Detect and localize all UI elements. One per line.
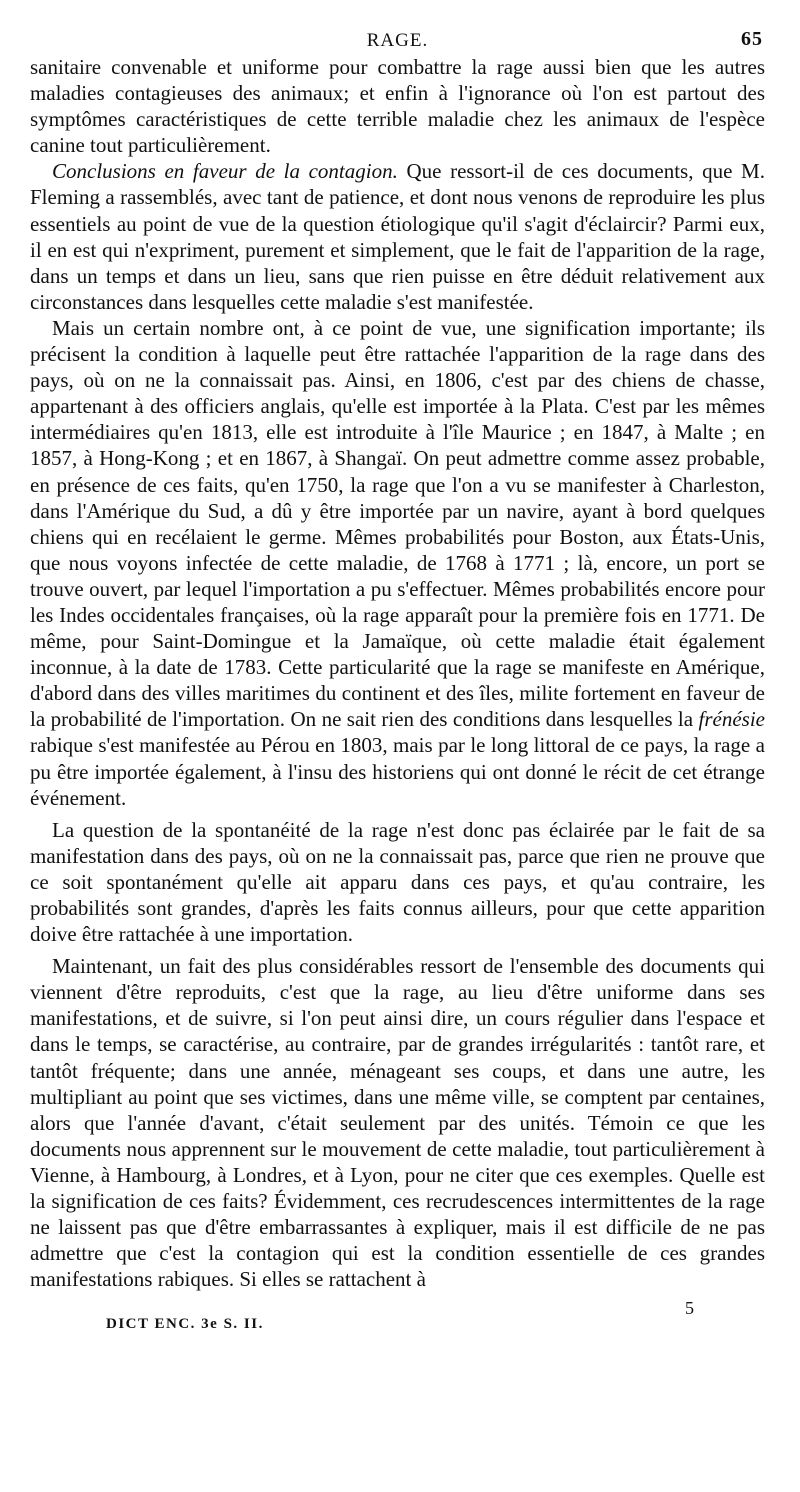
page-footer	[30, 1298, 765, 1338]
paragraph-conclusions	[30, 158, 765, 315]
page-number: 65	[741, 28, 763, 50]
paragraph-spontaneite	[30, 817, 765, 947]
paragraph-text: Mais un certain nombre ont, à ce point de vue, une signification importante; ils précisent la condition à laquelle peut être rattachée l'apparition de la rage dans des pays, où on ne la connaissait pas. Ainsi, en 1806, c'est par des chiens de chasse, appartenant à des officiers anglais, qu'elle est importée à la Plata. C'est par les mêmes intermédiaires qu'en 1813, elle est introduite à l'île Maurice ; en 1847, à Malte ; en 1857, à Hong-Kong ; et en 1867, à Shangaï. On peut admettre comme assez probable, en présence de ces faits, qu'en 1750, la rage que l'on a vu se manifester à Charleston, dans l'Amérique du Sud, a dû y être importée par un navire, ayant à bord quelques chiens qui en recélaient le germe. Mêmes probabilités pour Boston, aux États-Unis, que nous voyons infectée de cette maladie, de 1768 à 1771 ; là, encore, un port se trouve ouvert, par lequel l'importation a pu s'effectuer. Mêmes probabilités encore pour les Indes occidentales françaises, où la rage apparaît pour la première fois en 1771. De même, pour Saint-Domingue et la Jamaïque, où cette maladie était également inconnue, à la date de 1783. Cette particularité que la rage se manifeste en Amérique, d'abord dans des villes maritimes du continent et des îles, milite fortement en faveur de la probabilité de l'importation. On ne sait rien des conditions dans lesquelles la	[30, 315, 765, 732]
paragraph-text: sanitaire convenable et uniforme pour combattre la rage aussi bien que les autres maladies contagieuses des animaux; et enfin à l'ignorance où l'on est partout des symptômes caractéristiques de cette terrible maladie chez les animaux de l'espèce canine tout particulièrement.	[30, 55, 765, 158]
printer-signature: DICT ENC. 3e S. II.	[106, 1316, 264, 1333]
body-text	[30, 54, 765, 1292]
running-title: RAGE.	[366, 30, 429, 51]
emphasized-term: frénésie	[698, 707, 765, 732]
signature-number: 5	[685, 1298, 694, 1319]
paragraph-text: La question de la spontanéité de la rage n'est donc pas éclairée par le fait de sa manifestation dans des pays, où on ne la connaissait pas, parce que rien ne prouve que ce soit spontanément qu'elle ait apparu dans ces pays, et qu'au contraire, les probabilités sont grandes, d'après les faits connus ailleurs, pour que cette apparition doive être rattachée à une importation.	[30, 817, 765, 947]
paragraph-text: Maintenant, un fait des plus considérables ressort de l'ensemble des documents qui viennent d'être reproduits, c'est que la rage, au lieu d'être uniforme dans ses manifestations, et de suivre, si l'on peut ainsi dire, un cours régulier dans l'espace et dans le temps, se caractérise, au contraire, par de grandes irrégularités : tantôt rare, et tantôt fréquente; dans une année, ménageant ses coups, et dans une autre, les multipliant au point que ses victimes, dans une même ville, se comptent par centaines, alors que l'année d'avant, c'était seulement par des unités. Témoin ce que les documents nous apprennent sur le mouvement de cette maladie, tout particulièrement à Vienne, à Hambourg, à Londres, et à Lyon, pour ne citer que ces exemples. Quelle est la signification de ces faits? Évidemment, ces recrudescences intermittentes de la rage ne laissent pas que d'être embarrassantes à expliquer, mais il est difficile de ne pas admettre que c'est la contagion qui est la condition essentielle de ces grandes manifestations rabiques. Si elles se rattachent à	[30, 954, 765, 1292]
paragraph-maintenant	[30, 953, 765, 1292]
running-head	[30, 22, 765, 54]
paragraph-text: Que ressort-il de ces documents, que M. Fleming a rassemblés, avec tant de patience, et dont nous venons de reproduire les plus essentiels au point de vue de la question étiologique qu'il s'agit d'éclaircir? Parmi eux, il en est qui n'expriment, purement et simplement, que le fait de l'apparition de la rage, dans un temps et dans un lieu, sans que rien puisse en être déduit relativement aux circonstances dans lesquelles cette maladie s'est manifestée.	[30, 159, 765, 314]
section-heading: Conclusions en faveur de la contagion.	[52, 159, 398, 184]
book-page	[30, 22, 765, 1338]
paragraph-importation	[30, 315, 765, 811]
paragraph-continuation	[30, 54, 765, 158]
paragraph-text: rabique s'est manifestée au Pérou en 1803, mais par le long littoral de ce pays, la rage a pu être importée également, à l'insu des historiens qui ont donné le récit de cet étrange événement.	[30, 733, 765, 810]
